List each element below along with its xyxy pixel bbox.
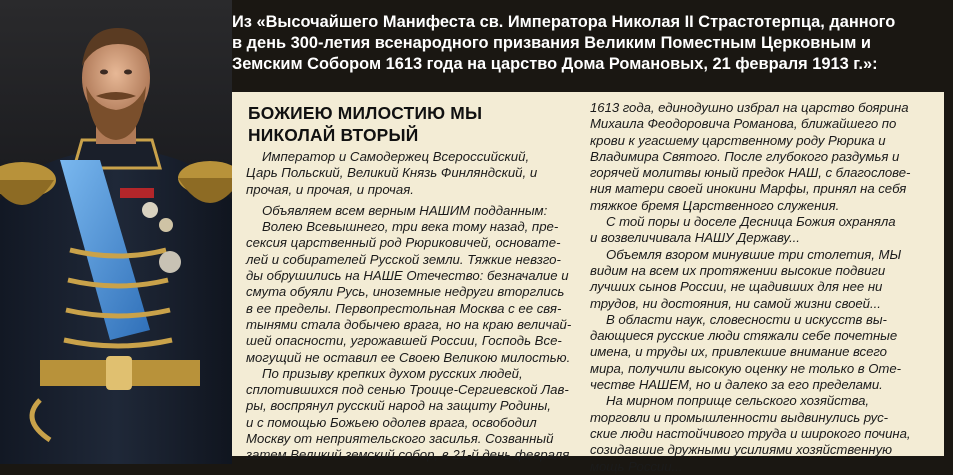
text-line: сплотившихся под сенью Троице-Сергиевской Лав- xyxy=(246,382,569,398)
header-line: Из «Высочайшего Манифеста св. Императора Николая II Страстотерпца, данного xyxy=(232,13,896,31)
title-line: БОЖИЕЮ МИЛОСТИЮ МЫ xyxy=(248,103,483,123)
text-line: тяжкое бремя Царственного служения. xyxy=(590,197,840,213)
text-line: ды обрушились на НАШЕ Отечество: безначалие и xyxy=(246,268,569,284)
text-line: Михаила Феодоровича Романова, ближайшего по xyxy=(590,116,897,132)
text-line: сексия царственный род Рюриковичей, основате- xyxy=(246,235,561,251)
text-line: крови к угасшему царственному роду Рюрика и xyxy=(590,132,886,148)
text-line: Царь Польский, Великий Князь Финляндский, и xyxy=(246,165,538,181)
manifesto-text-panel xyxy=(232,92,944,474)
paragraph xyxy=(246,366,578,464)
text-line: По призыву крепких духом русских людей, xyxy=(262,365,523,381)
text-line: видим на всем их протяжении высокие подвиги xyxy=(590,262,886,278)
text-line: честве НАШЕМ, но и далеко за его пределами. xyxy=(590,377,883,393)
paragraph xyxy=(246,149,578,198)
paragraph xyxy=(246,203,578,366)
text-line: затем Великий земский собор, в 21-й день февраля xyxy=(246,447,570,463)
text-line: Волею Всевышнего, три века тому назад, пре- xyxy=(262,219,559,235)
text-line: 1613 года, единодушно избрал на царство боярина xyxy=(590,100,909,115)
text-line: лей и собирателей Русской земли. Тяжкие невзго- xyxy=(246,251,561,267)
text-line: и возвеличивала НАШУ Державу... xyxy=(590,230,800,246)
paragraph xyxy=(590,393,935,474)
text-line: Объявляем всем верным НАШИМ подданным: xyxy=(262,202,548,218)
text-line: ния матери своей инокини Марфы, принял на себя xyxy=(590,181,907,197)
text-line: ские люди настойчивого труда и широкого почина, xyxy=(590,425,911,441)
manifesto-title xyxy=(248,102,578,146)
text-line: тынями стала добычею врага, но на краю величай- xyxy=(246,316,572,332)
text-line: трудов, ни достояния, ни самой жизни своей... xyxy=(590,295,881,311)
text-line: смута обуяли Русь, иноземные недруги вторглись xyxy=(246,284,565,300)
tsar-portrait xyxy=(0,0,232,464)
text-line: дающиеся русские люди стяжали себе почетные xyxy=(590,328,898,344)
text-line: лучших сынов России, не щадивших для нее ни xyxy=(590,279,883,295)
paragraph xyxy=(590,214,935,247)
text-line: созидавшие дружными усилиями хозяйственную xyxy=(590,442,892,458)
portrait-illustration xyxy=(0,0,232,464)
manifesto-header xyxy=(232,12,942,90)
text-line: имена, и труды их, привлекшие внимание всего xyxy=(590,344,887,360)
text-line: шей опасности, угрожавшей России, Господь Все- xyxy=(246,333,562,349)
title-line: НИКОЛАЙ ВТОРЫЙ xyxy=(248,125,419,145)
paragraph xyxy=(590,312,935,393)
text-line: В области наук, словесности и искусств вы- xyxy=(606,311,887,327)
text-line: Москву от неприятельского засилья. Созванный xyxy=(246,431,554,447)
paragraph xyxy=(590,247,935,312)
text-line: горячей молитвы юный предок НАШ, с благослове- xyxy=(590,165,911,181)
text-line: в ее пределы. Первопрестольная Москва с ее свя- xyxy=(246,300,562,316)
text-line: Владимира Святого. После глубокого раздумья и xyxy=(590,148,900,164)
text-line: ры, воспрянул русский народ на защиту Родины, xyxy=(246,398,551,414)
text-line: мира, получили высокую оценку не только в Оте- xyxy=(590,360,901,376)
text-line: могущий не оставил ее Своею Великою милостью. xyxy=(246,349,571,365)
paragraph xyxy=(590,100,935,214)
header-line: в день 300-летия всенародного призвания Великим Поместным Церковным и xyxy=(232,34,871,52)
text-line: и с помощью Божьею одолев врага, освободил xyxy=(246,414,537,430)
text-column-left xyxy=(246,102,578,464)
text-line: Объемля взором минувшие три столетия, МЫ xyxy=(606,246,902,262)
header-line: Земским Собором 1613 года на царство Дома Романовых, 21 февраля 1913 г.»: xyxy=(232,55,878,73)
text-line: торговли и промышленности выдвинулись рус- xyxy=(590,409,889,425)
text-line: прочая, и прочая, и прочая. xyxy=(246,181,414,197)
text-line: На мирном поприще сельского хозяйства, xyxy=(606,393,870,409)
text-column-right xyxy=(590,100,935,475)
text-line: С той поры и доселе Десница Божия охраняла xyxy=(606,214,896,230)
text-line: мощь России... xyxy=(590,458,683,474)
text-line: Император и Самодержец Всероссийский, xyxy=(262,149,530,164)
